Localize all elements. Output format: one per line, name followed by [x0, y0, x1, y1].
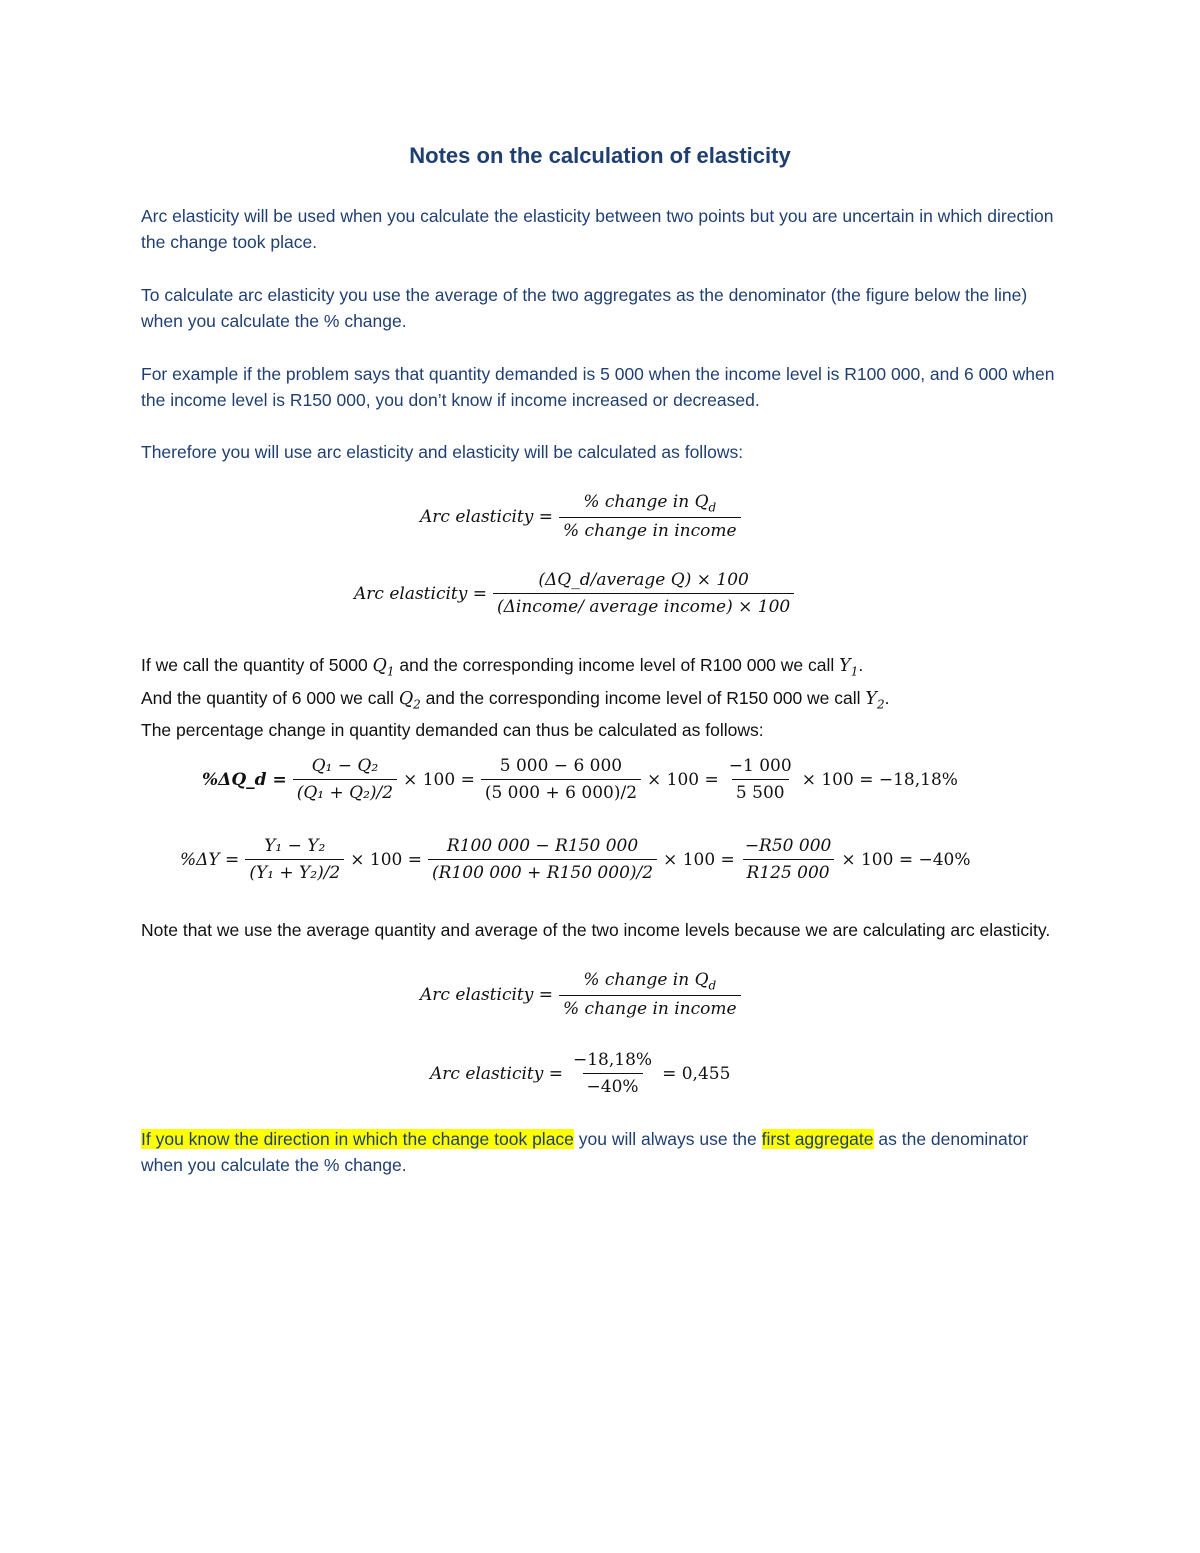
fraction-numerator: % change in $Q_d$: [583, 970, 717, 993]
definition-line-percentage: The percentage change in quantity demanded can thus be calculated as follows:: [141, 720, 764, 740]
equation-percent-change-income: [180, 836, 971, 883]
fraction-numeric: [481, 756, 641, 803]
fraction-numerator: −1 000: [728, 756, 792, 776]
fraction-denominator: R125 000: [743, 859, 834, 883]
paragraph-therefore: Therefore you will use arc elasticity and elasticity will be calculated as follows:: [141, 442, 744, 462]
fraction-symbolic: [245, 836, 344, 883]
fraction-denominator: (5 000 + 6 000)/2: [481, 779, 641, 803]
equation-lhs: Arc elasticity =: [354, 583, 487, 604]
fraction-denominator: (R100 000 + R150 000)/2: [428, 859, 657, 883]
fraction-denominator: 5 500: [732, 779, 789, 803]
equation-percent-change-quantity: [202, 756, 958, 803]
fraction-denominator: −40%: [583, 1073, 643, 1097]
definition-block: [141, 652, 1061, 743]
fraction: [559, 492, 741, 541]
multiplier: × 100 =: [350, 849, 422, 870]
multiplier: × 100 =: [403, 769, 475, 790]
equation-arc-elasticity-expanded: [354, 570, 800, 617]
fraction-simplified: [741, 836, 836, 883]
multiplier: × 100 =: [663, 849, 735, 870]
paragraph-arc-intro: Arc elasticity will be used when you calculate the elasticity between two points but you are uncertain in which direction the change took place.: [141, 206, 1054, 252]
fraction-denominator: (Q₁ + Q₂)/2: [293, 779, 397, 803]
fraction-numerator: 5 000 − 6 000: [499, 756, 623, 776]
fraction: [569, 1050, 656, 1097]
fraction: [493, 570, 794, 617]
fraction-denominator: % change in income: [559, 995, 741, 1019]
fraction-denominator: (Δincome/ average income) × 100: [493, 593, 794, 617]
fraction-denominator: % change in income: [559, 517, 741, 541]
fraction-numerator: Y₁ − Y₂: [264, 836, 326, 856]
fraction-numerator: % change in $Q_d$: [583, 492, 717, 515]
equation-lhs: %ΔY =: [180, 849, 240, 870]
equation-lhs: Arc elasticity =: [430, 1063, 563, 1084]
highlighted-text-direction: If you know the direction in which the change took place: [141, 1129, 574, 1149]
equation-lhs: Arc elasticity =: [420, 506, 553, 527]
fraction-numerator: −18,18%: [573, 1050, 653, 1070]
equation-result: × 100 = −18,18%: [801, 769, 958, 790]
fraction: [559, 970, 741, 1019]
definition-line-q1: If we call the quantity of 5000 $Q_1$ and the corresponding income level of R100 000 we call $Y_1$.: [141, 655, 864, 679]
equation-result: = 0,455: [662, 1063, 731, 1084]
paragraph-example: For example if the problem says that quantity demanded is 5 000 when the income level is R100 000, and 6 000 when the income level is R150 000, you don’t know if income increased or decreased.: [141, 364, 1055, 410]
equation-lhs: Arc elasticity =: [420, 984, 553, 1005]
equation-arc-elasticity-result: [430, 1050, 730, 1097]
fraction-denominator: (Y₁ + Y₂)/2: [245, 859, 344, 883]
equation-arc-elasticity-definition: [420, 492, 747, 541]
fraction-numerator: Q₁ − Q₂: [311, 756, 379, 776]
fraction-numerator: (ΔQ_d/average Q) × 100: [538, 570, 749, 590]
fraction-numerator: R100 000 − R150 000: [446, 836, 639, 856]
highlighted-text-first-aggregate: first aggregate: [761, 1129, 874, 1149]
fraction-numerator: −R50 000: [744, 836, 832, 856]
fraction-symbolic: [293, 756, 397, 803]
equation-arc-elasticity-restated: [420, 970, 747, 1019]
text-segment: you will always use the: [573, 1129, 762, 1149]
fraction-numeric: [428, 836, 657, 883]
equation-lhs: %ΔQ_d =: [202, 769, 287, 790]
paragraph-arc-denominator: To calculate arc elasticity you use the average of the two aggregates as the denominator (the figure below the line) when you calculate the % change.: [141, 285, 1028, 331]
equation-result: × 100 = −40%: [841, 849, 971, 870]
page-title: Notes on the calculation of elasticity: [409, 143, 791, 168]
fraction-simplified: [725, 756, 796, 803]
text-segment: as the denominator when you calculate the % change.: [141, 1129, 1029, 1175]
definition-line-q2: And the quantity of 6 000 we call $Q_2$ and the corresponding income level of R150 000 we call $Y_2$.: [141, 687, 890, 711]
multiplier: × 100 =: [647, 769, 719, 790]
paragraph-known-direction: [141, 1126, 1061, 1178]
paragraph-note-average: Note that we use the average quantity and average of the two income levels because we are calculating arc elasticity.: [141, 920, 1051, 940]
